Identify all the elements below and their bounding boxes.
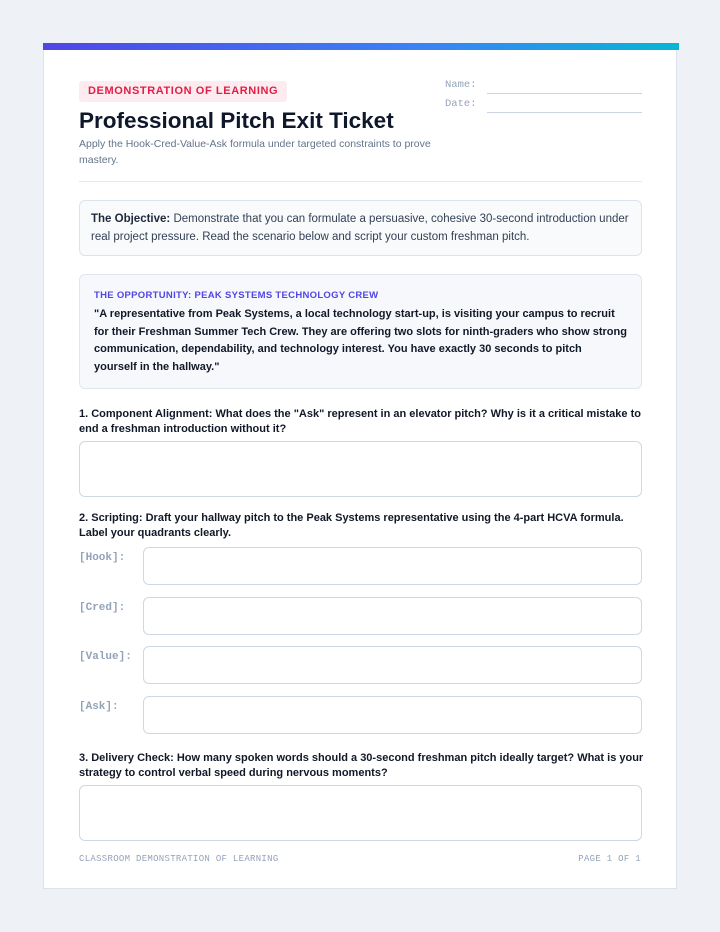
- worksheet-page: [43, 43, 677, 889]
- date-label: Date:: [445, 98, 477, 110]
- value-label: [Value]:: [79, 651, 132, 663]
- footer-left: CLASSROOM DEMONSTRATION OF LEARNING: [79, 854, 279, 864]
- answer-box-1[interactable]: [79, 441, 642, 497]
- scenario-label: THE OPPORTUNITY: PEAK SYSTEMS TECHNOLOGY CREW: [94, 290, 379, 301]
- objective-box: [79, 200, 642, 256]
- objective-label: The Objective:: [91, 213, 171, 225]
- category-badge: DEMONSTRATION OF LEARNING: [79, 81, 287, 102]
- date-field[interactable]: [487, 112, 642, 113]
- cred-input[interactable]: [143, 597, 642, 635]
- objective-text: Demonstrate that you can formulate a persuasive, cohesive 30-second introduction under real project pressure. Read the scenario below and script your custom freshman pitch.: [91, 213, 629, 243]
- question-1: 1. Component Alignment: What does the "Ask" represent in an elevator pitch? Why is it a critical mistake to end a freshman introduction without it?: [79, 408, 641, 435]
- page-number: PAGE 1 OF 1: [578, 854, 641, 864]
- answer-box-3[interactable]: [79, 785, 642, 841]
- hook-label: [Hook]:: [79, 552, 126, 564]
- value-input[interactable]: [143, 646, 642, 684]
- question-2: 2. Scripting: Draft your hallway pitch to the Peak Systems representative using the 4-part HCVA formula. Label your quadrants clearly.: [79, 512, 624, 539]
- name-field[interactable]: [487, 93, 642, 94]
- scenario-quote: "A representative from Peak Systems, a local technology start-up, is visiting your campus to recruit for their Freshman Summer Tech Crew. They are offering two slots for ninth-graders who show strong communication, dependability, and technology interest. You have exactly 30 seconds to pitch yourself in the hallway.": [94, 308, 627, 373]
- name-label: Name:: [445, 79, 477, 91]
- name-row: [445, 78, 642, 94]
- question-3: 3. Delivery Check: How many spoken words should a 30-second freshman pitch ideally target? What is your strategy to control verbal speed during nervous moments?: [79, 752, 644, 779]
- cred-label: [Cred]:: [79, 602, 126, 614]
- header-divider: [79, 181, 642, 182]
- page-title: Professional Pitch Exit Ticket: [79, 108, 394, 133]
- hook-input[interactable]: [143, 547, 642, 585]
- page-subtitle: Apply the Hook-Cred-Value-Ask formula under targeted constraints to prove mastery.: [79, 138, 431, 166]
- ask-label: [Ask]:: [79, 701, 119, 713]
- accent-bar: [43, 43, 679, 50]
- date-row: [445, 97, 642, 113]
- scenario-box: [79, 274, 642, 389]
- ask-input[interactable]: [143, 696, 642, 734]
